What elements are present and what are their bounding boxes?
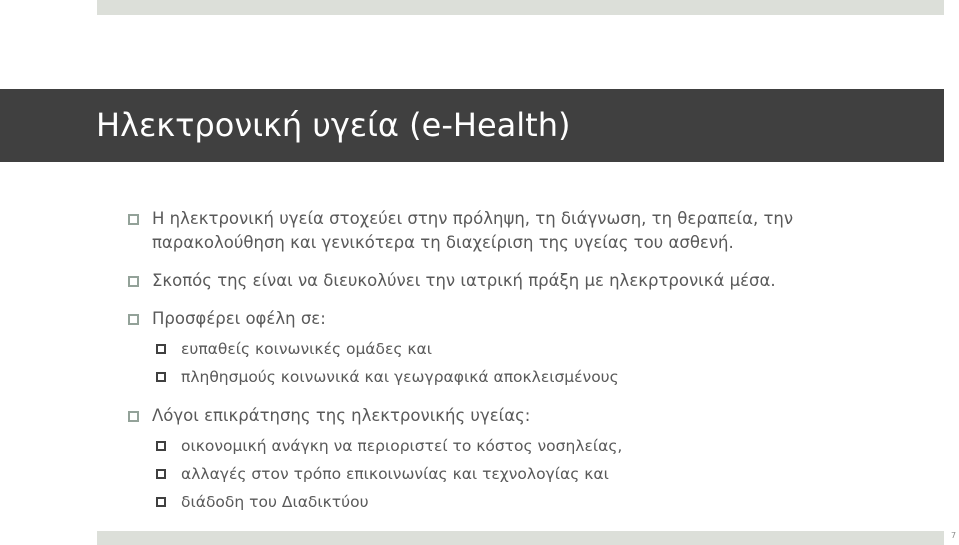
sub-bullet-item — [156, 462, 928, 486]
bullet-text: Σκοπός της είναι να διευκολύνει την ιατρική πράξη με ηλεκρτρονικά μέσα. — [152, 271, 776, 290]
slide-title: Ηλεκτρονική υγεία (e-Health) — [96, 106, 571, 144]
sub-bullet-item — [156, 434, 928, 458]
sub-bullet-text: ευπαθείς κοινωνικές ομάδες και — [181, 340, 433, 358]
square-bullet-icon — [128, 314, 139, 325]
sub-bullet-item — [156, 490, 928, 514]
sub-bullet-text: αλλαγές στον τρόπο επικοινωνίας και τεχνολογίας και — [181, 465, 609, 483]
bullet-text: Λόγοι επικράτησης της ηλεκτρονικής υγείας: — [152, 406, 531, 425]
sub-bullet-text: πληθησμούς κοινωνικά και γεωγραφικά αποκλεισμένους — [181, 368, 619, 386]
bullet-list — [128, 207, 928, 518]
square-sub-bullet-icon — [156, 497, 166, 507]
square-bullet-icon — [128, 411, 139, 422]
sub-bullet-item — [156, 365, 928, 389]
square-sub-bullet-icon — [156, 441, 166, 451]
bullet-item — [128, 307, 928, 331]
bullet-text: Η ηλεκτρονική υγεία στοχεύει στην πρόληψη, τη διάγνωση, τη θεραπεία, την παρακολούθηση και γενικότερα τη διαχείριση της υγείας του ασθενή. — [152, 209, 794, 252]
page-number: 7 — [951, 531, 957, 540]
sub-bullet-text: διάδοδη του Διαδικτύου — [181, 493, 369, 511]
top-decorative-strip — [97, 0, 944, 15]
square-bullet-icon — [128, 276, 139, 287]
sub-bullet-text: οικονομική ανάγκη να περιοριστεί το κόστος νοσηλείας, — [181, 437, 623, 455]
square-sub-bullet-icon — [156, 372, 166, 382]
sub-bullet-item — [156, 337, 928, 361]
bullet-text: Προσφέρει οφέλη σε: — [152, 309, 326, 328]
square-bullet-icon — [128, 214, 139, 225]
bottom-decorative-strip — [97, 531, 944, 545]
bullet-item — [128, 404, 928, 428]
bullet-item — [128, 207, 928, 255]
square-sub-bullet-icon — [156, 469, 166, 479]
bullet-item — [128, 269, 928, 293]
square-sub-bullet-icon — [156, 344, 166, 354]
